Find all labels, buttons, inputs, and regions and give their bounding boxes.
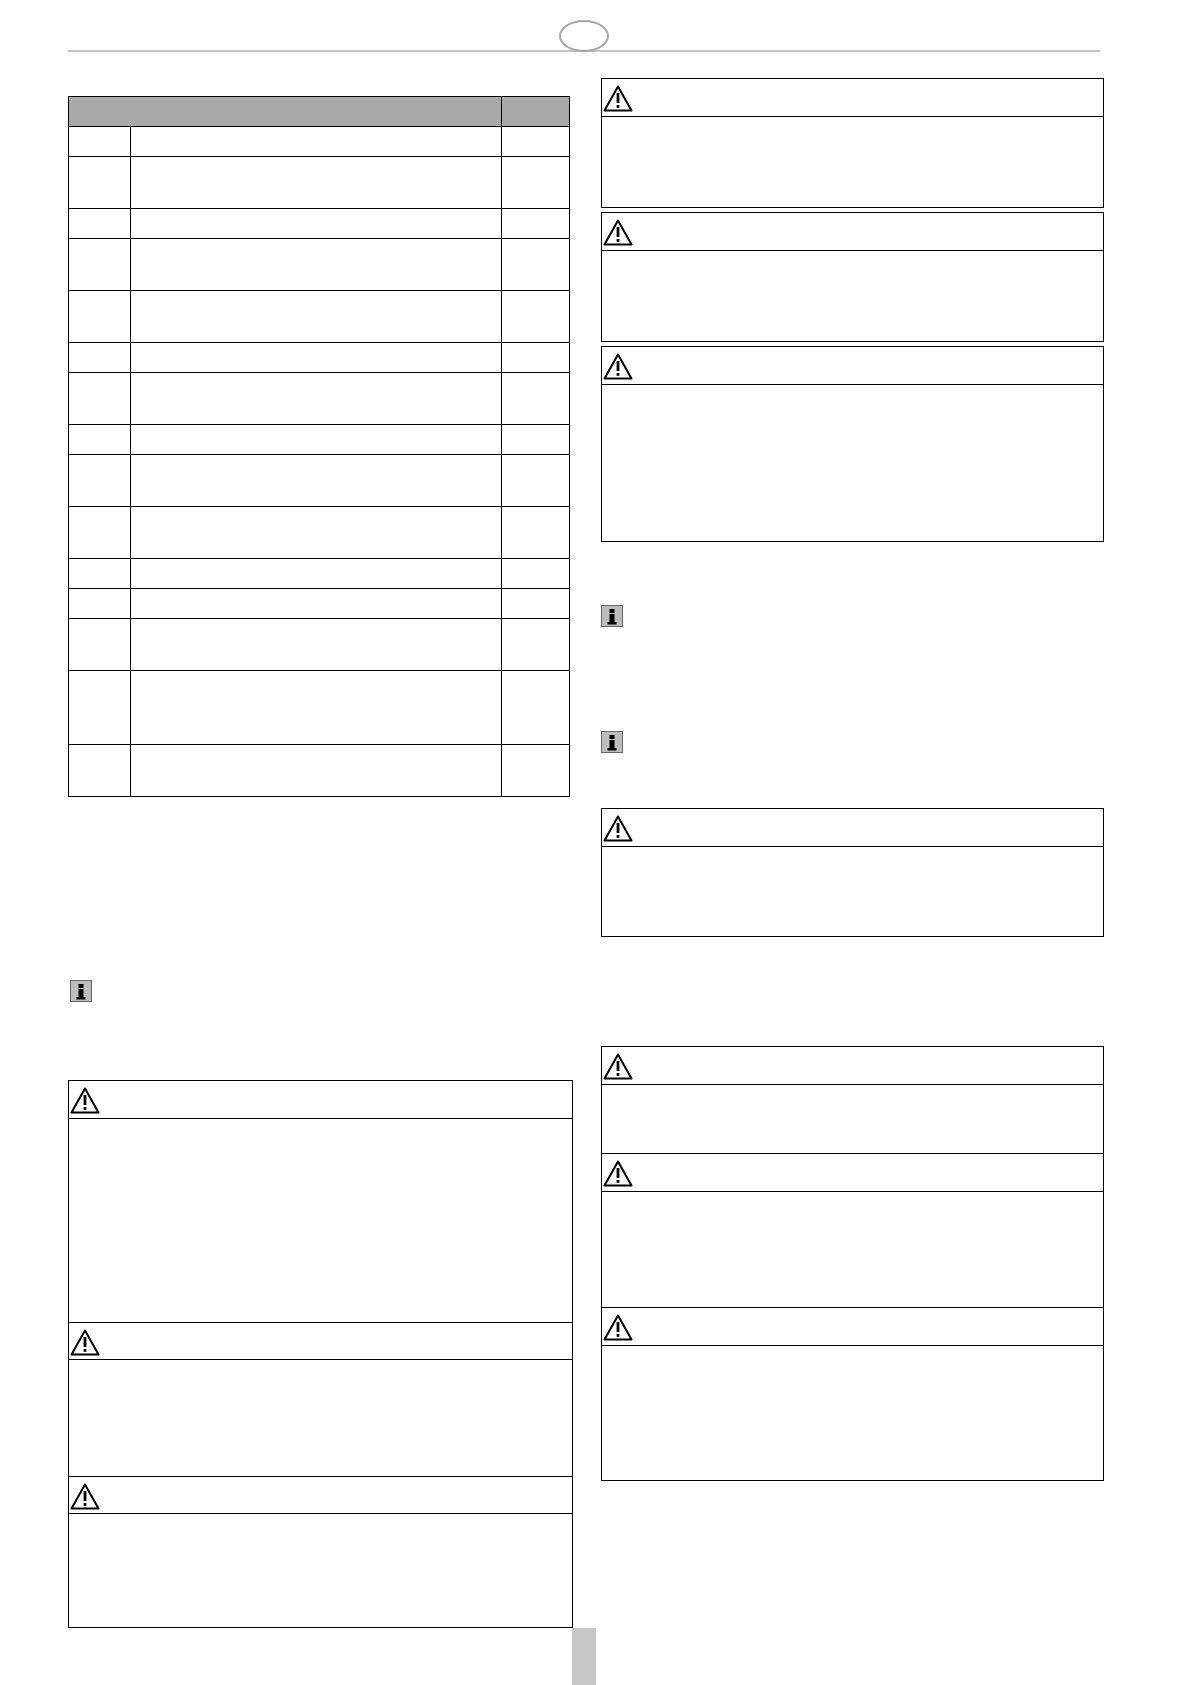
table-row [69,239,570,291]
table-header-cell [502,97,570,127]
table-cell [131,559,502,589]
warning-box [68,1080,573,1323]
table-cell [502,291,570,343]
table-row [69,209,570,239]
warning-triangle-icon [603,1160,633,1187]
table-cell [69,239,131,291]
table-row [69,343,570,373]
warning-box [601,808,1104,937]
table-cell [131,373,502,425]
table-cell [69,507,131,559]
table-cell [502,559,570,589]
warning-header [602,1308,1103,1346]
table-cell [131,619,502,671]
table-cell [502,343,570,373]
table-cell [131,671,502,745]
table-cell [502,745,570,797]
table-cell [131,209,502,239]
table-cell [131,239,502,291]
table-row [69,589,570,619]
table-cell [131,507,502,559]
table-cell [131,291,502,343]
warning-header [69,1323,572,1360]
table-header-cell [69,97,502,127]
warning-header [602,1154,1103,1192]
language-badge [559,20,609,52]
table-row [69,455,570,507]
warning-triangle-icon [603,85,633,112]
warning-header [602,347,1103,385]
warning-header [602,1047,1103,1085]
table-cell [502,209,570,239]
warning-header [602,213,1103,251]
table-cell [131,343,502,373]
warning-triangle-icon [603,815,633,842]
table-cell [131,455,502,507]
table-cell [131,589,502,619]
table-row [69,373,570,425]
warning-triangle-icon [603,353,633,380]
table-cell [69,671,131,745]
table-cell [502,127,570,157]
warning-triangle-icon [70,1087,100,1114]
warning-box [601,1046,1104,1154]
parts-table [68,96,569,801]
warning-triangle-icon [603,219,633,246]
table-header-row [69,97,570,127]
table-cell [502,157,570,209]
table-cell [131,425,502,455]
table-cell [69,619,131,671]
table-row [69,507,570,559]
table-cell [131,127,502,157]
table-row [69,619,570,671]
table-row [69,559,570,589]
table-cell [69,373,131,425]
info-i-icon [601,605,623,627]
table-cell [69,455,131,507]
warning-box [601,78,1104,208]
warning-header [602,79,1103,117]
table-cell [69,343,131,373]
table-row [69,157,570,209]
table-cell [502,507,570,559]
table-row [69,291,570,343]
warning-header [69,1081,572,1119]
table-cell [69,157,131,209]
warning-header [69,1477,572,1514]
table-cell [502,239,570,291]
warning-triangle-icon [603,1053,633,1080]
table-cell [502,619,570,671]
warning-box [601,1307,1104,1481]
table-cell [69,209,131,239]
table-cell [69,425,131,455]
table-cell [69,559,131,589]
warning-box [601,212,1104,342]
warning-triangle-icon [70,1483,100,1510]
page-number-tab [572,1628,596,1685]
table-row [69,671,570,745]
warning-header [602,809,1103,847]
table-cell [502,425,570,455]
table-row [69,425,570,455]
table-cell [69,745,131,797]
info-i-icon [70,980,92,1002]
warning-box [601,346,1104,542]
warning-triangle-icon [70,1329,100,1356]
table-cell [69,589,131,619]
info-i-icon [601,731,623,753]
table-row [69,745,570,797]
warning-triangle-icon [603,1314,633,1341]
table-row [69,127,570,157]
warning-box [68,1476,573,1628]
table-cell [502,455,570,507]
warning-box [68,1322,573,1477]
table-cell [69,291,131,343]
table-cell [69,127,131,157]
table-cell [131,157,502,209]
warning-box [601,1153,1104,1308]
table-cell [502,373,570,425]
table-cell [502,589,570,619]
table-cell [131,745,502,797]
table-cell [502,671,570,745]
